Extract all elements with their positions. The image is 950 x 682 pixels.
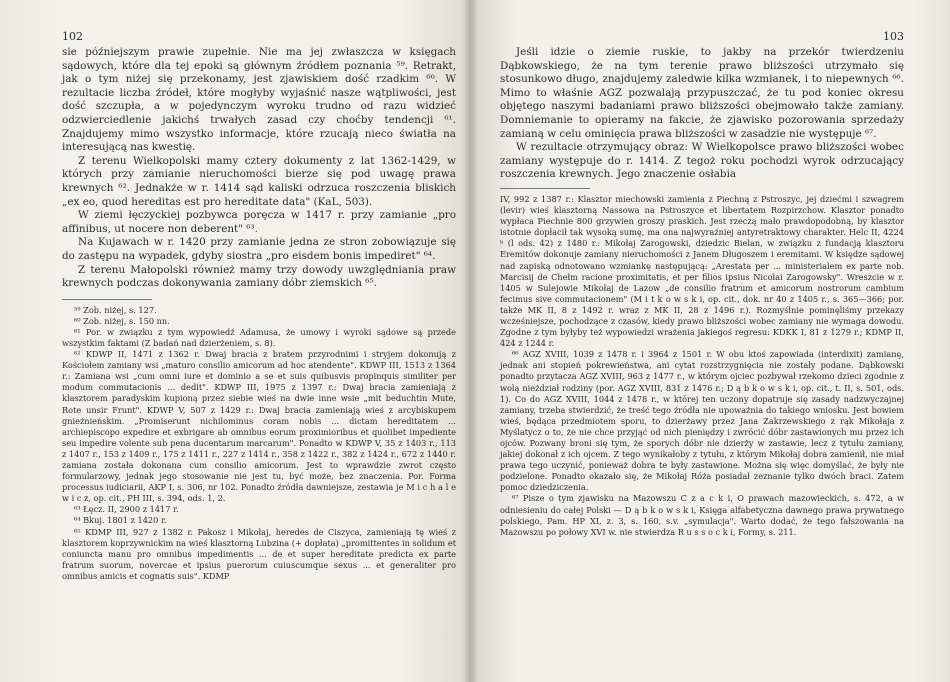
footnote-divider: [62, 299, 152, 300]
left-paragraph: Z terenu Wielkopolski mamy cztery dokumenty z lat 1362-1429, w których przy zamianie nieruchomości bierze się pod uwagę prawa krewnych ⁶². Jednakże w r. 1414 sąd kaliski odrzuca roszczenia bliskich „ex eo, quod hereditas est pro hereditate data" (KaL, 503).: [62, 154, 456, 208]
footnote: ⁶³ Łęcz. II, 2900 z 1417 r.: [74, 504, 179, 515]
left-paragraph: Z terenu Małopolski również mamy trzy dowody uwzględniania praw krewnych podczas dokonywania zamiany dóbr ziemskich ⁶⁵.: [62, 263, 456, 290]
right-page: [470, 0, 950, 682]
footnote: ⁶² KDWP II, 1471 z 1362 r. Dwaj bracia z bratem przyrodnimi i stryjem dokonują z Kościołem zamiany wsi „maturo consilio amicorum ad hoc atendente". KDWP III, 1513 z 1364 r.: Zamiana wsi „cum omni iure et dominio a se et suis quibusvis propinquis similiter per modum commutacionis ... dedit". KDWP III, 1975 z 1397 r.: Dwaj bracia zamieniają z klasztorem paradyskim kupioną przez siebie wieś na dwie inne wsie „mit beduchtin Mute, Rote unsir Frunt". KDWP V, 507 z 1429 r.: Dwaj bracia zamieniają wieś z arcybiskupem gnieźnieńskim. „Promiserunt nichilominus coram nobis ... dictam hereditatem ... archiepiscopo expedire et exbrigare ab omnibus eorum proximioribus et quolibet impediente seu impedire volente sub pena ducentarum marcarum". Ponadto w KDWP V, 35 z 1403 r., 113 z 1407 r., 153 z 1409 r., 175 z 1411 r., 227 z 1414 r., 358 z 1422 r., 382 z 1424 r., 672 z 1440 r. zamiana została dokonana cum consilio amicorum. Jest to wprawdzie zwrot często formularzowy, jednak jego stosowanie nie jest tu, być może, bez znaczenia. Por. Forma processus iudiciarii, AKP I, s. 306, nr 102. Ponadto źródła dawniejsze, zestawia je M i c h a l e w i c z, op. cit., PH III, s. 394, ods. 1, 2.: [62, 349, 456, 504]
right-footnotes: [500, 194, 904, 538]
footnote: ⁶¹ Por. w związku z tym wypowiedź Adamusa, że umowy i wyroki sądowe są przede wszystkim faktami (Z badań nad dzierżeniem, s. 8).: [62, 326, 456, 348]
left-paragraph: sie późniejszym prawie zupełnie. Nie ma jej zwłaszcza w księgach sądowych, które dla tej epoki są głównym źródłem poznania ⁵⁹. Retrakt, jak o tym niżej się przekonamy, jest zjawiskiem dość rzadkim ⁶⁰. W rezultacie liczba źródeł, które mogłyby wyjaśnić nasze wątpliwości, jest dość szczupła, a w pojedynczym wyroku trudno od razu widzieć odzwierciedlenie jakichś trwałych zasad czy choćby tendencji ⁶¹. Znajdujemy mimo wszystko informacje, które rzucają nieco światła na interesującą nas kwestię.: [62, 46, 456, 154]
left-page-number: 102: [62, 30, 83, 43]
right-page-number: 103: [883, 30, 904, 43]
footnote: ⁶⁴ Bkuj. 1801 z 1420 r.: [74, 515, 167, 526]
left-paragraph: Na Kujawach w r. 1420 przy zamianie jedna ze stron zobowiązuje się do zastępu na wypadek, gdyby siostra „pro eisdem bonis impediret" ⁶⁴.: [62, 236, 456, 262]
footnote-divider: [500, 188, 590, 189]
binding-gutter-shadow: [462, 0, 478, 682]
footnote: IV, 992 z 1387 r.: Klasztor miechowski zamienia z Piechną z Pstroszyc, jej dziećmi i szwagrem (levir) wieś klasztorną Nassowa na Pstroszyce et libertatem Rozpirzchow. Klasztor ponadto wypłaca Piechnie 800 grzywien groszy praskich. Jest rzeczą mało prawdopodobną, by klasztor istotnie dopłacił tak wysoką sumę, ma ona najwyraźniej antyretraktowy charakter. Helc II, 4224 ᵇ (l ods. 42) z 1480 r.: Mikołaj Zarogowski, dziedzic Bielan, w związku z fundacją klasztoru Eremitów dokonuje zamiany nieruchomości z Janem Długoszem i eremitami. W księdze sądowej nad zapiską odnotowano wzmiankę następującą: „Arestata per ... ministerialem ex parte nob. Marcisij de Chełm racione proximitatis, et per filios ipsius Nicolai Zarogowsky". Wreszcie w r. 1405 w Sulejowie Mikołaj de Lazow „de consilio fratrum et amicorum nostrorum cambium fecimus sive commutacionem" (M i t k o w s k i, op. cit., dok. nr 40 z 1405 r., s. 365—366; por. także MK II, 8 z 1492 r. wraz z MK II, 28 z 1496 r.). Rozmyślnie pominęliśmy przekazy wcześniejsze, pochodzące z czasów, kiedy prawo bliższości wobec zamiany nie wymaga dowodu. Zgodne z tym byłyby też wypowiedzi wrażenia jakiegoś regresu: KDKK I, 81 z 1279 r.; KDMP II, 424 z 1244 r.: [500, 193, 904, 349]
footnote: ⁶⁰ Zob. niżej, s. 150 nn.: [74, 315, 170, 326]
footnote: ⁵⁹ Zob. niżej, s. 127.: [74, 304, 157, 315]
footnote: ⁶⁷ Pisze o tym zjawisku na Mazowszu C z a c k i, O prawach mazowieckich, s. 472, a w odniesieniu do całej Polski — D ą b k o w s k i, Księga alfabetyczna dawnego prawa prywatnego polskiego, Pam. HP XI, z. 3, s. 160, s.v. „symulacja". Warto dodać, że tego fałszowania na Mazowszu po połowy XVI w. nie stwierdza R u s s o c k i, Formy, s. 211.: [500, 493, 904, 537]
left-footnotes: [62, 305, 456, 582]
right-body-text: [500, 46, 904, 182]
right-paragraph: W rezultacie otrzymujący obraz: W Wielkopolsce prawo bliższości wobec zamiany występuje do r. 1414. Z tegoż roku pochodzi wyrok odrzucający roszczenia krewnych. Jego znaczenie osłabia: [500, 141, 904, 181]
left-paragraph: W ziemi łęczyckiej pozbywca poręcza w 1417 r. przy zamianie „pro affinibus, ut nocere non deberent" ⁶³.: [62, 209, 456, 235]
left-page: [0, 0, 470, 682]
footnote: ⁶⁵ KDMP III, 927 z 1382 r. Pakosz i Mikołaj, heredes de Ciszyca, zamieniają tę wieś z klasztorem koprzywnickim na wieś klasztorną Lubzina (+ dopłata) „promittentes in solidum et coniuncta manu pro omnibus impedimentis ... de et super hereditate predicta ex parte fratrum suorum, novercae et ipsius puerorum cuiuscumque sexus ... et generaliter pro omnibus amicis et cognatis suis". KDMP: [62, 526, 456, 581]
right-paragraph: Jeśli idzie o ziemie ruskie, to jakby na przekór twierdzeniu Dąbkowskiego, że na tym terenie prawo bliższości utrzymało się stosunkowo długo, znajdujemy zaledwie kilka wzmianek, i to niepewnych ⁶⁶. Mimo to właśnie AGZ pozwalają przypuszczać, że tu pod koniec okresu objętego naszymi badaniami prawo bliższości obejmowało także zamiany. Domniemanie to opieramy na fakcie, że zjawisko pozorowania sprzedaży zamianą w celu ominięcia prawa bliższości w zasadzie nie występuje ⁶⁷.: [500, 46, 904, 140]
footnote: ⁶⁶ AGZ XVIII, 1039 z 1478 r. i 3964 z 1501 r. W obu ktoś zapowiada (interdixit) zamianę, jednak ani stopień pokrewieństwa, ani cytat rozstrzygnięcia nie zostały podane. Dąbkowski ponadto przytacza AGZ XVIII, 963 z 1477 r., w którym ojciec pozbywał rzekomo dzieci zgodnie z wolą nieżdział rodziny (por. AGZ XVIII, 831 z 1476 r.; D ą b k o w s k i, op. cit., t. II, s. 501, ods. 1). Co do AGZ XVIII, 1044 z 1478 r., w której ten uczony dopatruje się zasady nadzwyczajnej zamiany, trzeba stwierdzić, że treść tego źródła nie upoważnia do takiego wniosku. Jest bowiem wieś, będąca przedmiotem sporu, to dzierżawy przez Jana Zakrzewskiego z rąk Mikołaja z Myślatycz o to, że nie chce przyjąć od nich pieniędzy i zwrócić dóbr zastawionych mu przez ich ojców. Pozwany broni się tym, że sporych dóbr nie dzierży w zastawie, lecz z tytułu zamiany, jakiej dokonał z ich ojcem. Z tego wynikałoby z tytułu, z którym Mikołaj dobra zamienił, nie miał prawa tego uczynić, ponieważ dobra te były zastawione. Można się więc domyślać, że były nie podzielone. Ponadto okazało się, że Mikołaj Róża posiadał zeznanie tylko dwóch braci. Zatem pomoc dziedziczenia.: [500, 349, 904, 493]
left-body-text: [62, 46, 456, 291]
